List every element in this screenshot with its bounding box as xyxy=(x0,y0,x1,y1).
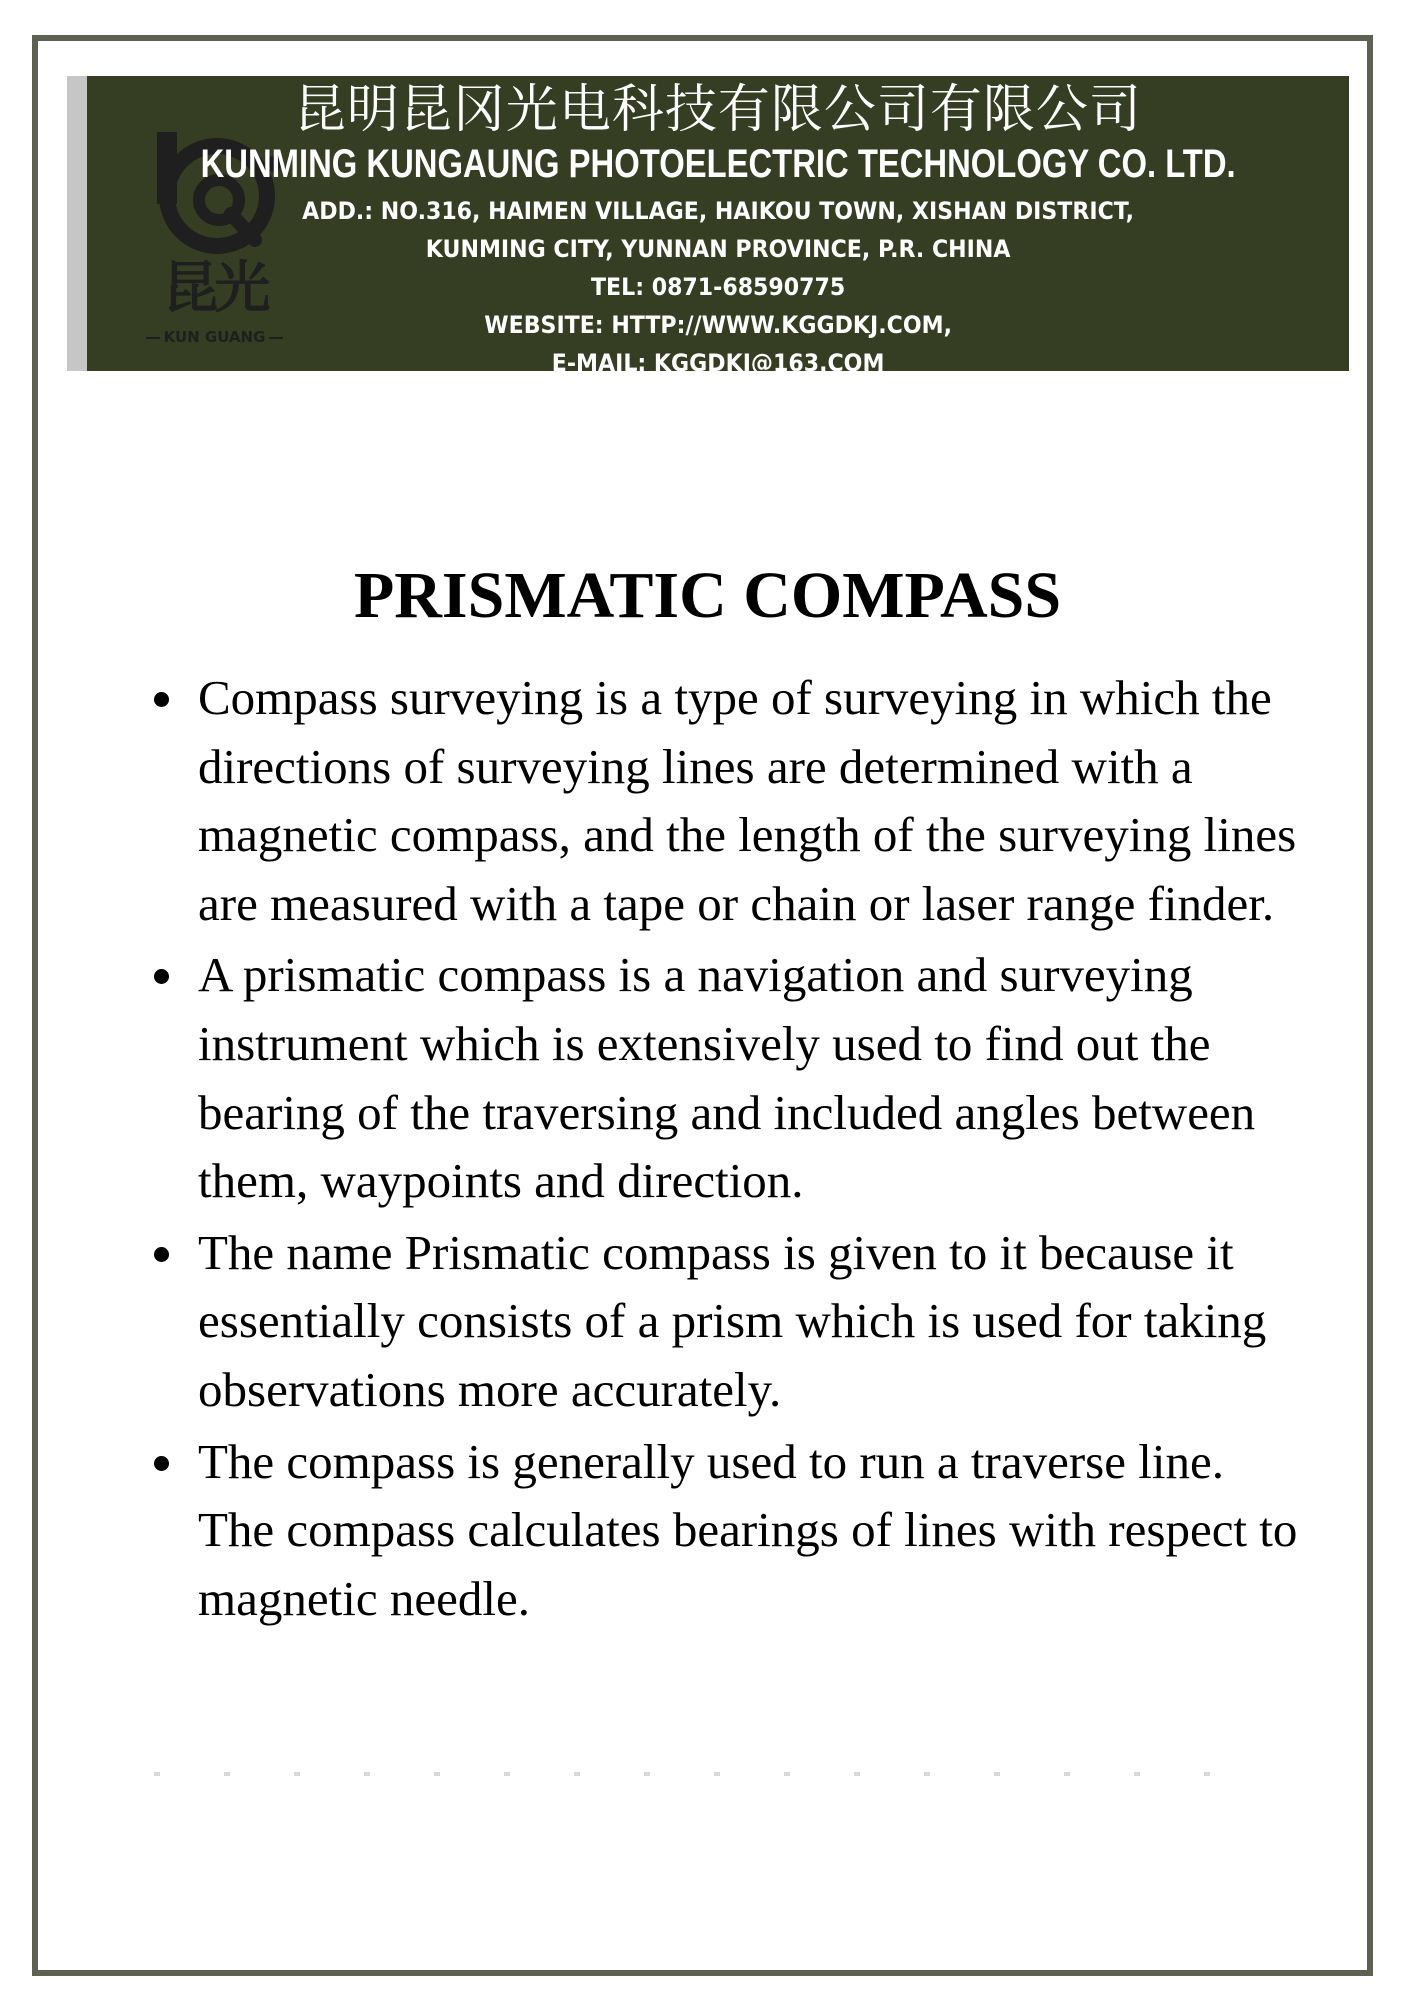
bullet-icon xyxy=(154,1247,169,1262)
telephone: TEL: 0871-68590775 xyxy=(590,273,846,301)
company-name-en: KUNMING KUNGAUNG PHOTOELECTRIC TECHNOLOGY CO. LTD. xyxy=(200,142,1236,186)
list-item-text: The compass is generally used to run a traverse line. The compass calculates bearings of lines with respect to magnetic needle. xyxy=(198,1433,1298,1626)
logo-name-cn: 昆光 xyxy=(162,256,267,321)
list-item-text: The name Prismatic compass is given to it because it essentially consists of a prism which is used for taking observations more accurately. xyxy=(198,1224,1267,1417)
website: WEBSITE: HTTP://WWW.KGGDKJ.COM, xyxy=(484,311,952,339)
bullet-icon xyxy=(154,1456,169,1471)
cropped-text-remnant xyxy=(154,1772,1254,1776)
list-item xyxy=(154,1219,1304,1425)
company-name-cn: 昆明昆冈光电科技有限公司有限公司 xyxy=(293,80,1142,140)
logo-panel xyxy=(67,76,267,371)
email: E-MAIL: KGGDKJ@163.COM xyxy=(551,349,885,377)
list-item xyxy=(154,941,1304,1215)
company-info-panel xyxy=(87,76,1349,377)
list-item-text: Compass surveying is a type of surveying in which the directions of surveying lines are determined with a magnetic compass, and the length of the surveying lines are measured with a tape or chain or laser range finder. xyxy=(198,670,1297,931)
list-item xyxy=(154,664,1304,938)
bullet-icon xyxy=(154,969,169,984)
address-line-1: ADD.: NO.316, HAIMEN VILLAGE, HAIKOU TOWN, XISHAN DISTRICT, xyxy=(301,197,1134,225)
document-title: PRISMATIC COMPASS xyxy=(353,559,1062,632)
list-item-text: A prismatic compass is a navigation and surveying instrument which is extensively used to find out the bearing of the traversing and included angles between them, waypoints and direction. xyxy=(198,947,1256,1209)
address-line-2: KUNMING CITY, YUNNAN PROVINCE, P.R. CHINA xyxy=(425,235,1011,263)
bullet-list xyxy=(154,664,1304,1636)
company-header xyxy=(67,76,1349,377)
list-item xyxy=(154,1428,1304,1634)
bullet-icon xyxy=(154,692,169,707)
logo-subtitle: KUN GUANG xyxy=(67,328,362,346)
